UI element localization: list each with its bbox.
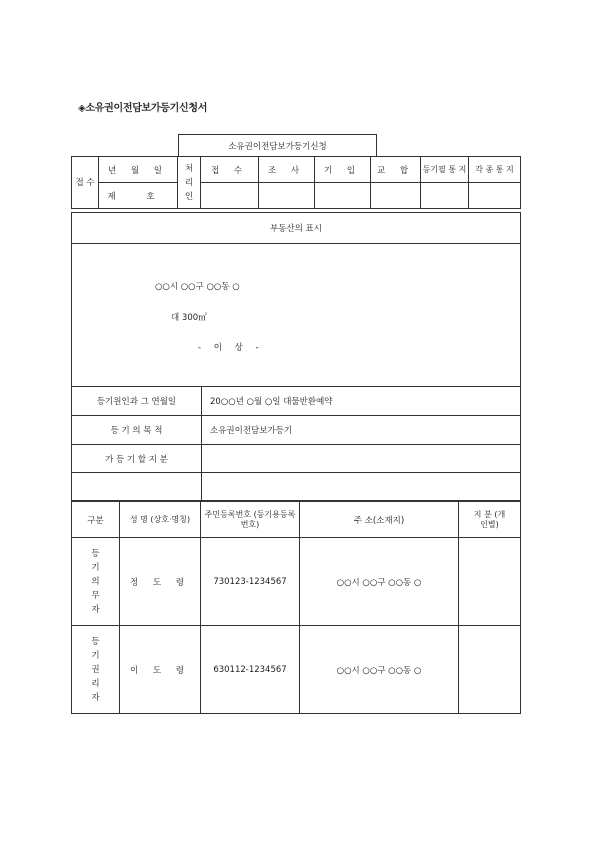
- party-address: ○○시 ○○구 ○○동 ○: [300, 538, 459, 626]
- property-address: ○○시 ○○구 ○○동 ○: [155, 282, 240, 292]
- party-role: 등기권리자: [72, 626, 120, 714]
- accept-label: 접 수: [201, 157, 259, 183]
- check-cell: [371, 183, 421, 209]
- property-table: [71, 212, 521, 501]
- accept-cell: [201, 183, 259, 209]
- field-label: 등 기 의 목 적: [72, 416, 202, 445]
- document-title: ◈소유권이전담보가등기신청서: [78, 103, 208, 114]
- field-value: 20○○년 ○월 ○일 대물반환예약: [202, 387, 521, 416]
- notice1-label: 등기필 통 지: [421, 157, 469, 183]
- check-label: 교 합: [371, 157, 421, 183]
- property-description: [72, 244, 521, 387]
- party-id: 730123-1234567: [201, 538, 300, 626]
- receipt-number-label: 제 호: [99, 183, 178, 209]
- party-share: [459, 538, 521, 626]
- handler-label: 처 리 인: [178, 157, 201, 209]
- party-name: 정 도 령: [120, 538, 201, 626]
- field-value: [202, 445, 521, 473]
- property-header: 부동산의 표시: [72, 213, 521, 244]
- parties-table: [71, 501, 521, 714]
- name-header: 성 명 (상호·명칭): [120, 502, 201, 538]
- address-header: 주 소(소재지): [300, 502, 459, 538]
- review-label: 조 사: [259, 157, 315, 183]
- share-header: 지 분 (개인별): [459, 502, 521, 538]
- property-end: - 이 상 -: [198, 343, 259, 353]
- receipt-date-label: 년 월 일: [99, 157, 178, 183]
- field-value: [202, 473, 521, 501]
- field-label: 등기원인과 그 연월일: [72, 387, 202, 416]
- property-area: 대 300㎡: [171, 313, 207, 323]
- record-cell: [315, 183, 371, 209]
- field-label: [72, 473, 202, 501]
- record-label: 기 입: [315, 157, 371, 183]
- notice2-label: 각 종 통 지: [469, 157, 521, 183]
- receipt-header: 소유권이전담보가등기신청: [179, 135, 377, 157]
- division-header: 구분: [72, 502, 120, 538]
- receipt-table: [71, 156, 521, 209]
- field-label: 가 등 기 할 지 분: [72, 445, 202, 473]
- party-role: 등기의무자: [72, 538, 120, 626]
- party-share: [459, 626, 521, 714]
- notice2-cell: [469, 183, 521, 209]
- party-id: 630112-1234567: [201, 626, 300, 714]
- field-value: 소유권이전담보가등기: [202, 416, 521, 445]
- receipt-label: 접 수: [72, 157, 99, 209]
- receipt-header-box: [178, 134, 377, 157]
- party-name: 이 도 령: [120, 626, 201, 714]
- review-cell: [259, 183, 315, 209]
- notice1-cell: [421, 183, 469, 209]
- id-header: 주민등록번호 (등기용등록번호): [201, 502, 300, 538]
- party-address: ○○시 ○○구 ○○동 ○: [300, 626, 459, 714]
